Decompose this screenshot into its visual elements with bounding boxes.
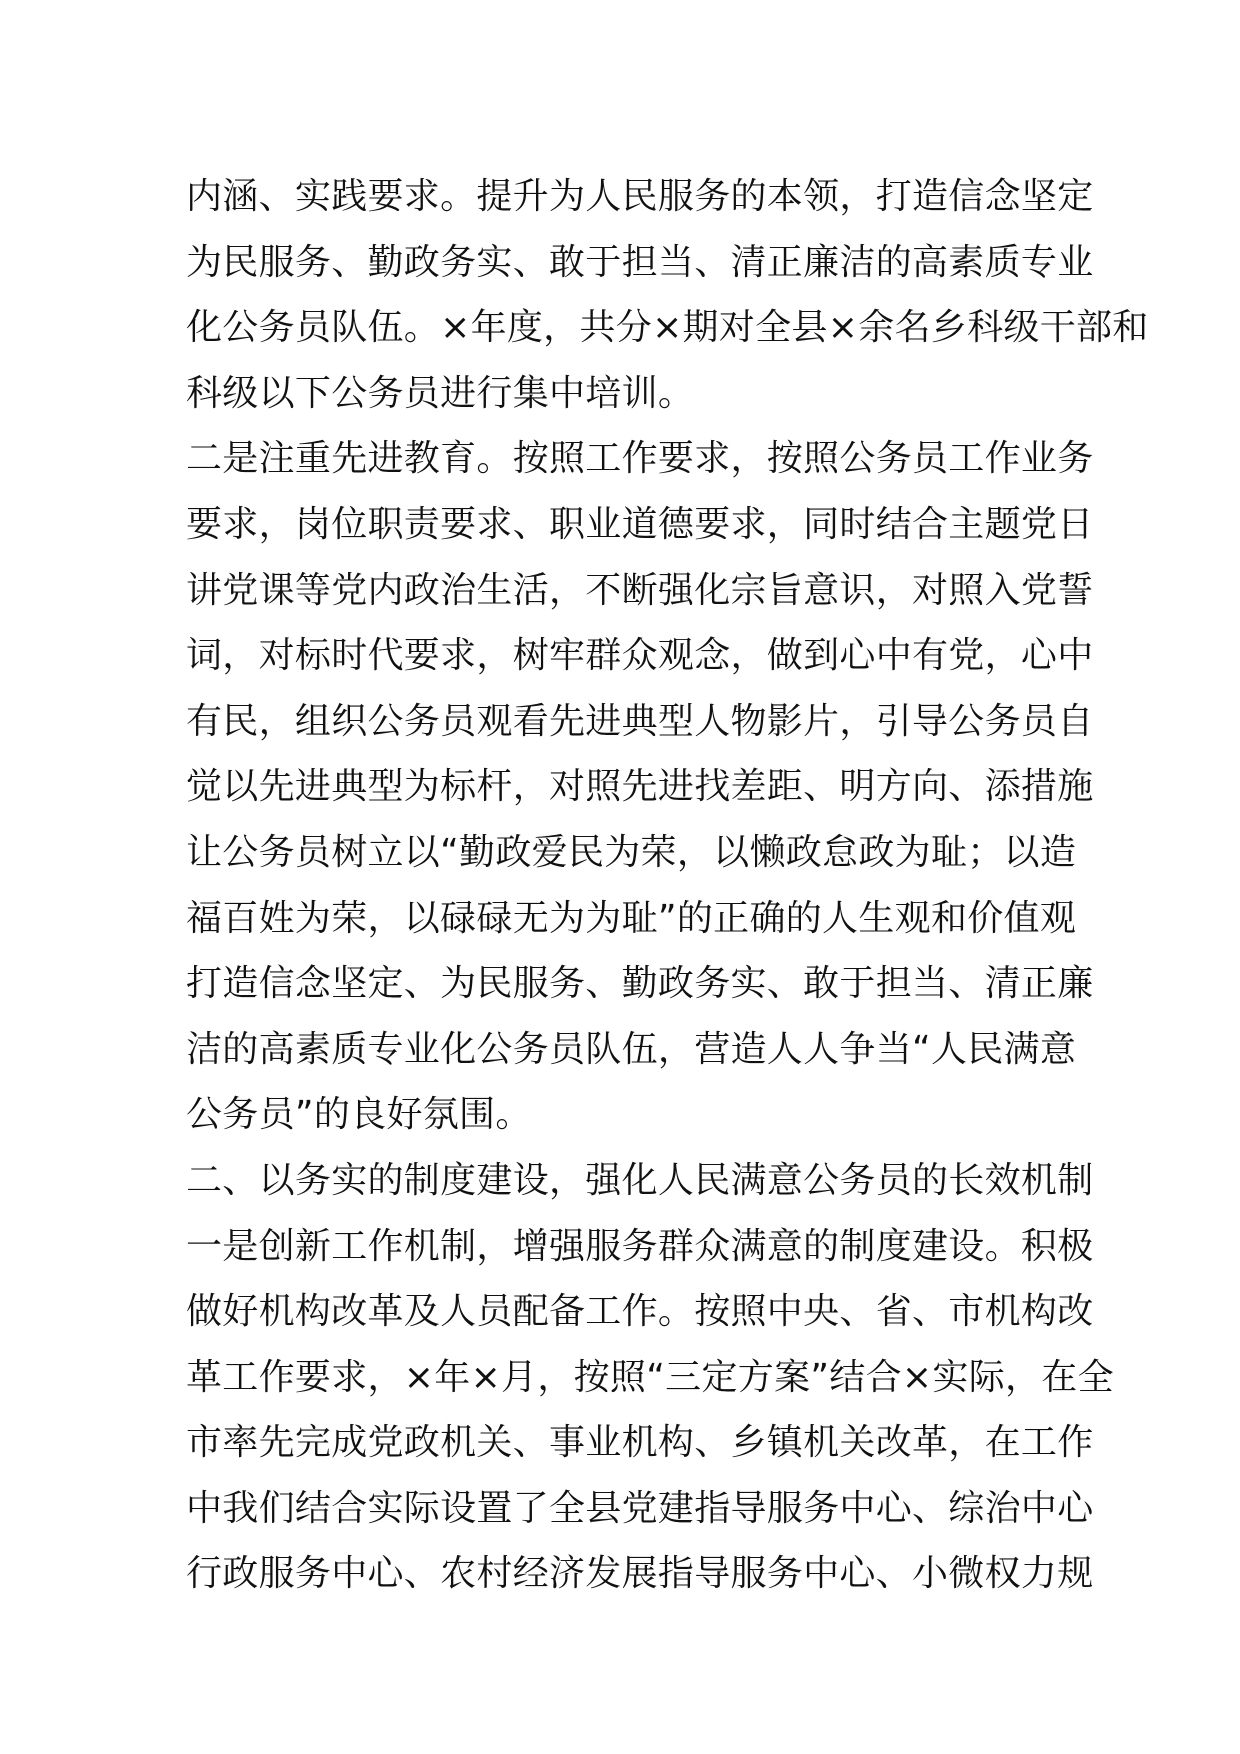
text-line: 内涵、实践要求。提升为人民服务的本领，打造信念坚定 [186, 176, 1094, 217]
text-line: 福百姓为荣，以碌碌无为为耻”的正确的人生观和价值观 [186, 897, 1077, 939]
text-line: 词，对标时代要求，树牢群众观念，做到心中有党，心中 [186, 635, 1094, 677]
text-line: 科级以下公务员进行集中培训。 [186, 372, 695, 414]
text-line: 有民，组织公务员观看先进典型人物影片，引导公务员自 [186, 700, 1094, 742]
text-line: 行政服务中心、农村经济发展指导服务中心、小微权力规 [186, 1553, 1094, 1595]
text-line: 中我们结合实际设置了全县党建指导服务中心、综治中心 [186, 1487, 1094, 1529]
text-line: 革工作要求，×年×月，按照“三定方案”结合×实际，在全 [186, 1356, 1114, 1398]
text-line: 觉以先进典型为标杆，对照先进找差距、明方向、添措施 [186, 766, 1094, 808]
text-line: 化公务员队伍。×年度，共分×期对全县×余名乡科级干部和 [186, 307, 1149, 349]
section-heading: 二、以务实的制度建设，强化人民满意公务员的长效机制 [186, 1159, 1094, 1201]
text-line: 公务员”的良好氛围。 [186, 1094, 532, 1136]
text-line: 一是创新工作机制，增强服务群众满意的制度建设。积极 [186, 1225, 1094, 1267]
text-line: 为民服务、勤政务实、敢于担当、清正廉洁的高素质专业 [186, 241, 1094, 283]
text-line: 市率先完成党政机关、事业机构、乡镇机关改革，在工作 [186, 1422, 1094, 1464]
text-line: 洁的高素质专业化公务员队伍，营造人人争当“人民满意 [186, 1028, 1077, 1070]
text-line: 打造信念坚定、为民服务、勤政务实、敢于担当、清正廉 [186, 963, 1094, 1005]
text-line: 二是注重先进教育。按照工作要求，按照公务员工作业务 [186, 438, 1094, 480]
document-body [186, 164, 1149, 1607]
text-line: 做好机构改革及人员配备工作。按照中央、省、市机构改 [186, 1291, 1094, 1333]
text-line: 让公务员树立以“勤政爱民为荣，以懒政怠政为耻；以造 [186, 831, 1077, 873]
text-line: 要求，岗位职责要求、职业道德要求，同时结合主题党日 [186, 503, 1094, 545]
text-line: 讲党课等党内政治生活，不断强化宗旨意识，对照入党誓 [186, 569, 1094, 611]
